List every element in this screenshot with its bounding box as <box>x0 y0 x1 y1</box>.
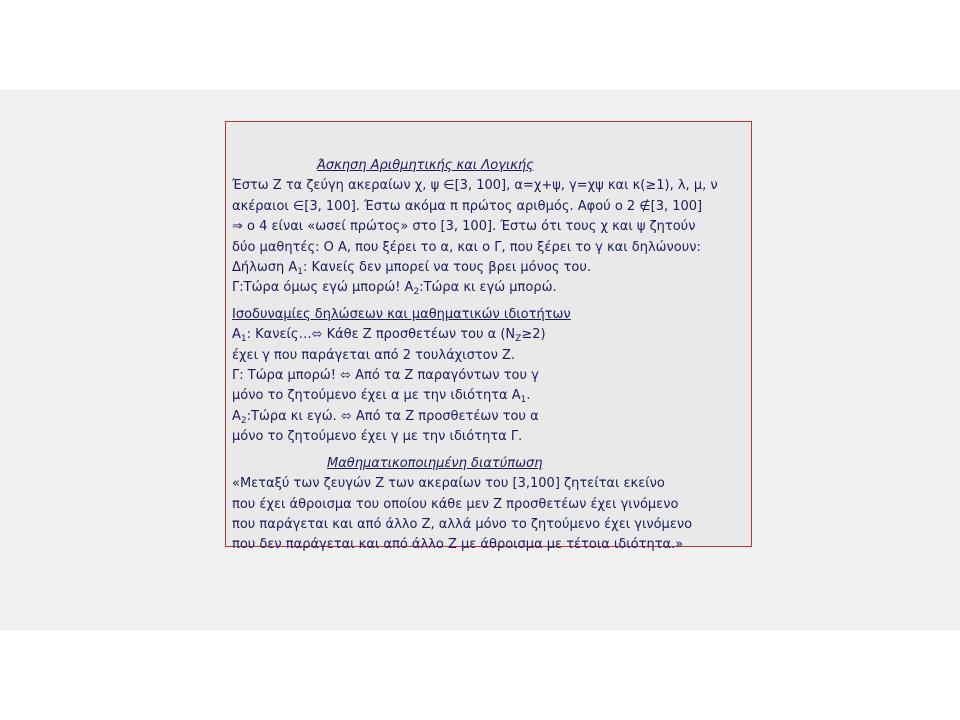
section-title-equivalences: Ισοδυναμίες δηλώσεων και μαθηματικών ιδιοτήτων <box>232 306 571 322</box>
text-line: μόνο το ζητούμενο έχει γ με την ιδιότητα Γ. <box>232 429 523 445</box>
text-line: που έχει άθροισμα του οποίου κάθε μεν Ζ προσθετέων έχει γινόμενο <box>232 496 679 512</box>
section-title-exercise: Άσκηση Αριθμητικής και Λογικής <box>317 158 534 173</box>
text-line: δύο μαθητές: Ο Α, που ξέρει το α, και ο Γ, που ξέρει το γ και δηλώνουν: <box>232 239 701 255</box>
text-line: που παράγεται και από άλλο Ζ, αλλά μόνο το ζητούμενο έχει γινόμενο <box>232 516 693 532</box>
text-line: ακέραιοι ∈[3, 100]. Έστω ακόμα π πρώτος αριθμός. Αφού ο 2 ∉[3, 100] <box>232 198 703 214</box>
text-line: ⇒ ο 4 είναι «ωσεί πρώτος» στο [3, 100]. Έστω ότι τους χ και ψ ζητούν <box>232 219 696 235</box>
declaration-g-a2: Γ:Τώρα όμως εγώ μπορώ! $A_2:Tώ\rho\alpha$ κι εγώ μπορώ. <box>232 280 557 298</box>
equivalence-a1: $A_1$: Κανείς…⬄ Κάθε Ζ προσθετέων του α $(N_Z\ge 2)$ <box>232 327 546 345</box>
text-line: που δεν παράγεται και από άλλο Ζ με άθροισμα με τέτοια ιδιότητα.» <box>232 537 684 553</box>
document-text <box>232 156 750 556</box>
text-line: μόνο το ζητούμενο έχει α με την ιδιότητα $A_1$. <box>232 388 531 406</box>
equivalence-a2: $A_2:Tώ\rho\alpha$ κι εγώ. ⬄ Από τα Ζ προσθετέων του α <box>232 408 539 426</box>
text-line: Έστω Ζ τα ζεύγη ακεραίων χ, ψ ∈[3, 100], α=χ+ψ, γ=χψ και κ(≥1), λ, μ, ν <box>232 178 718 194</box>
equivalence-g: Γ: Τώρα μπορώ! ⬄ Από τα Ζ παραγόντων του γ <box>232 368 539 384</box>
section-title-formulation: Μαθηματικοποιημένη διατύπωση <box>327 455 543 471</box>
text-line: «Μεταξύ των ζευγών Ζ των ακεραίων του [3,100] ζητείται εκείνο <box>232 476 665 492</box>
declaration-a1: Δήλωση $A_1$: Κανείς δεν μπορεί να τους βρει μόνος του. <box>232 260 592 278</box>
text-line: έχει γ που παράγεται από 2 τουλάχιστον Ζ. <box>232 347 516 363</box>
